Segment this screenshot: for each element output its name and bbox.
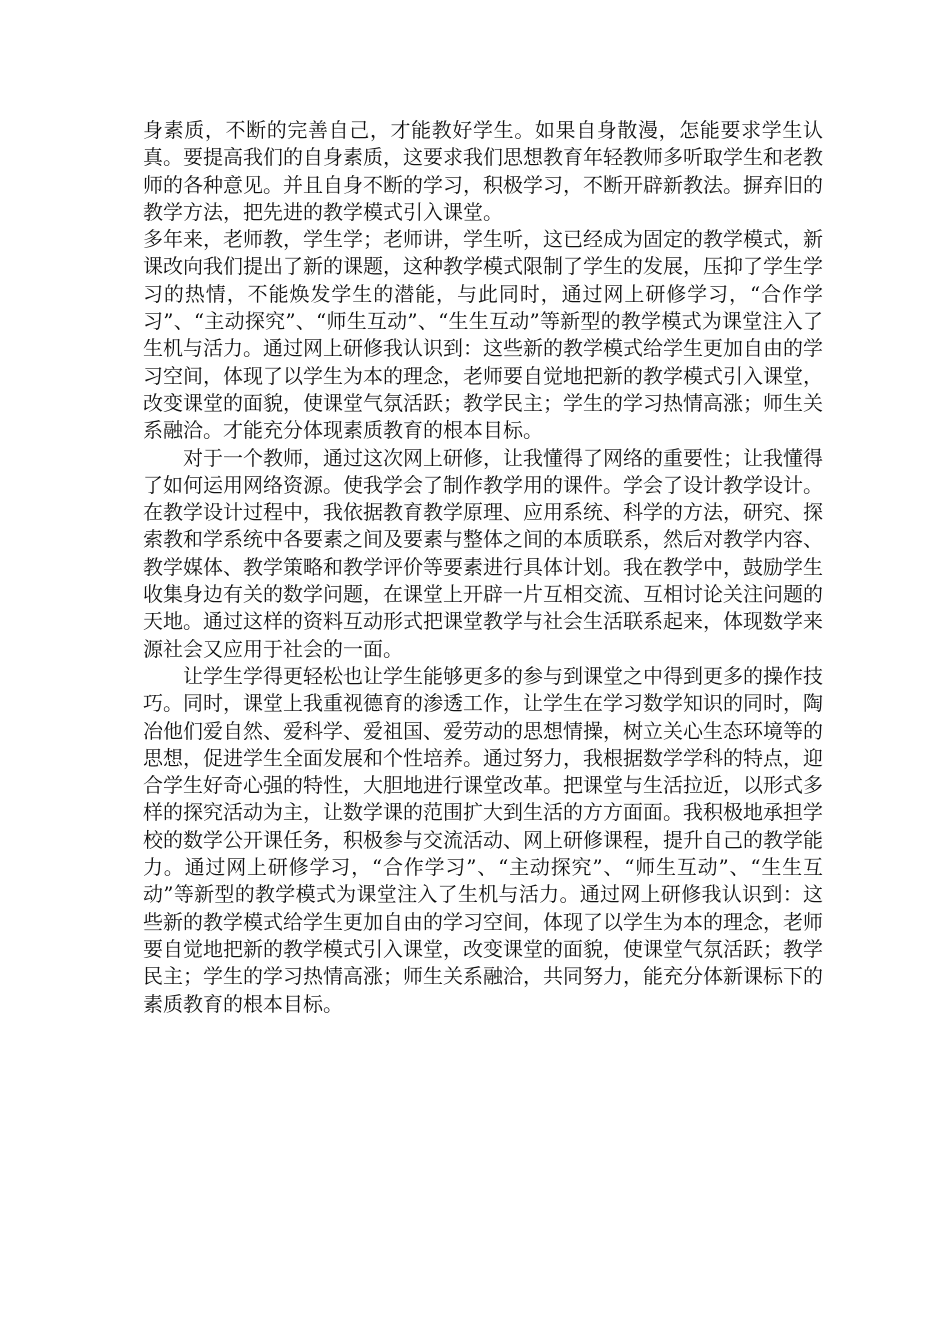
paragraph-1: 身素质，不断的完善自己，才能教好学生。如果自身散漫，怎能要求学生认真。要提高我们的自身素质，这要求我们思想教育年轻教师多听取学生和老教师的各种意见。并且自身不断的学习，积极学习，不断开辟新教法。摒弃旧的教学方法，把先进的教学模式引入课堂。 [143, 118, 823, 224]
paragraph-3: 对于一个教师，通过这次网上研修，让我懂得了网络的重要性；让我懂得了如何运用网络资源。使我学会了制作教学用的课件。学会了设计教学设计。在教学设计过程中，我依据教育教学原理、应用系统、科学的方法，研究、探索教和学系统中各要素之间及要素与整体之间的本质联系，然后对教学内容、教学媒体、教学策略和教学评价等要素进行具体计划。我在教学中，鼓励学生收集身边有关的数学问题，在课堂上开辟一片互相交流、互相讨论关注问题的天地。通过这样的资料互动形式把课堂教学与社会生活联系起来，体现数学来源社会又应用于社会的一面。 [143, 445, 823, 661]
paragraph-2: 多年来，老师教，学生学；老师讲，学生听，这已经成为固定的教学模式，新课改向我们提出了新的课题，这种教学模式限制了学生的发展，压抑了学生学习的热情，不能焕发学生的潜能，与此同时，通过网上研修学习，“合作学习”、“主动探究”、“师生互动”、“生生互动”等新型的教学模式为课堂注入了生机与活力。通过网上研修我认识到：这些新的教学模式给学生更加自由的学习空间，体现了以学生为本的理念，老师要自觉地把新的教学模式引入课堂，改变课堂的面貌，使课堂气氛活跃；教学民主；学生的学习热情高涨；师生关系融洽。才能充分体现素质教育的根本目标。 [143, 227, 823, 443]
document-body [143, 117, 823, 1018]
paragraph-4: 让学生学得更轻松也让学生能够更多的参与到课堂之中得到更多的操作技巧。同时，课堂上我重视德育的渗透工作，让学生在学习数学知识的同时，陶冶他们爱自然、爱科学、爱祖国、爱劳动的思想情操，树立关心生态环境等的思想，促进学生全面发展和个性培养。通过努力，我根据数学学科的特点，迎合学生好奇心强的特性，大胆地进行课堂改革。把课堂与生活拉近，以形式多样的探究活动为主，让数学课的范围扩大到生活的方方面面。我积极地承担学校的数学公开课任务，积极参与交流活动、网上研修课程，提升自己的教学能力。通过网上研修学习，“合作学习”、“主动探究”、“师生互动”、“生生互动”等新型的教学模式为课堂注入了生机与活力。通过网上研修我认识到：这些新的教学模式给学生更加自由的学习空间，体现了以学生为本的理念，老师要自觉地把新的教学模式引入课堂，改变课堂的面貌，使课堂气氛活跃；教学民主；学生的学习热情高涨；师生关系融洽，共同努力，能充分体新课标下的素质教育的根本目标。 [143, 663, 823, 1016]
